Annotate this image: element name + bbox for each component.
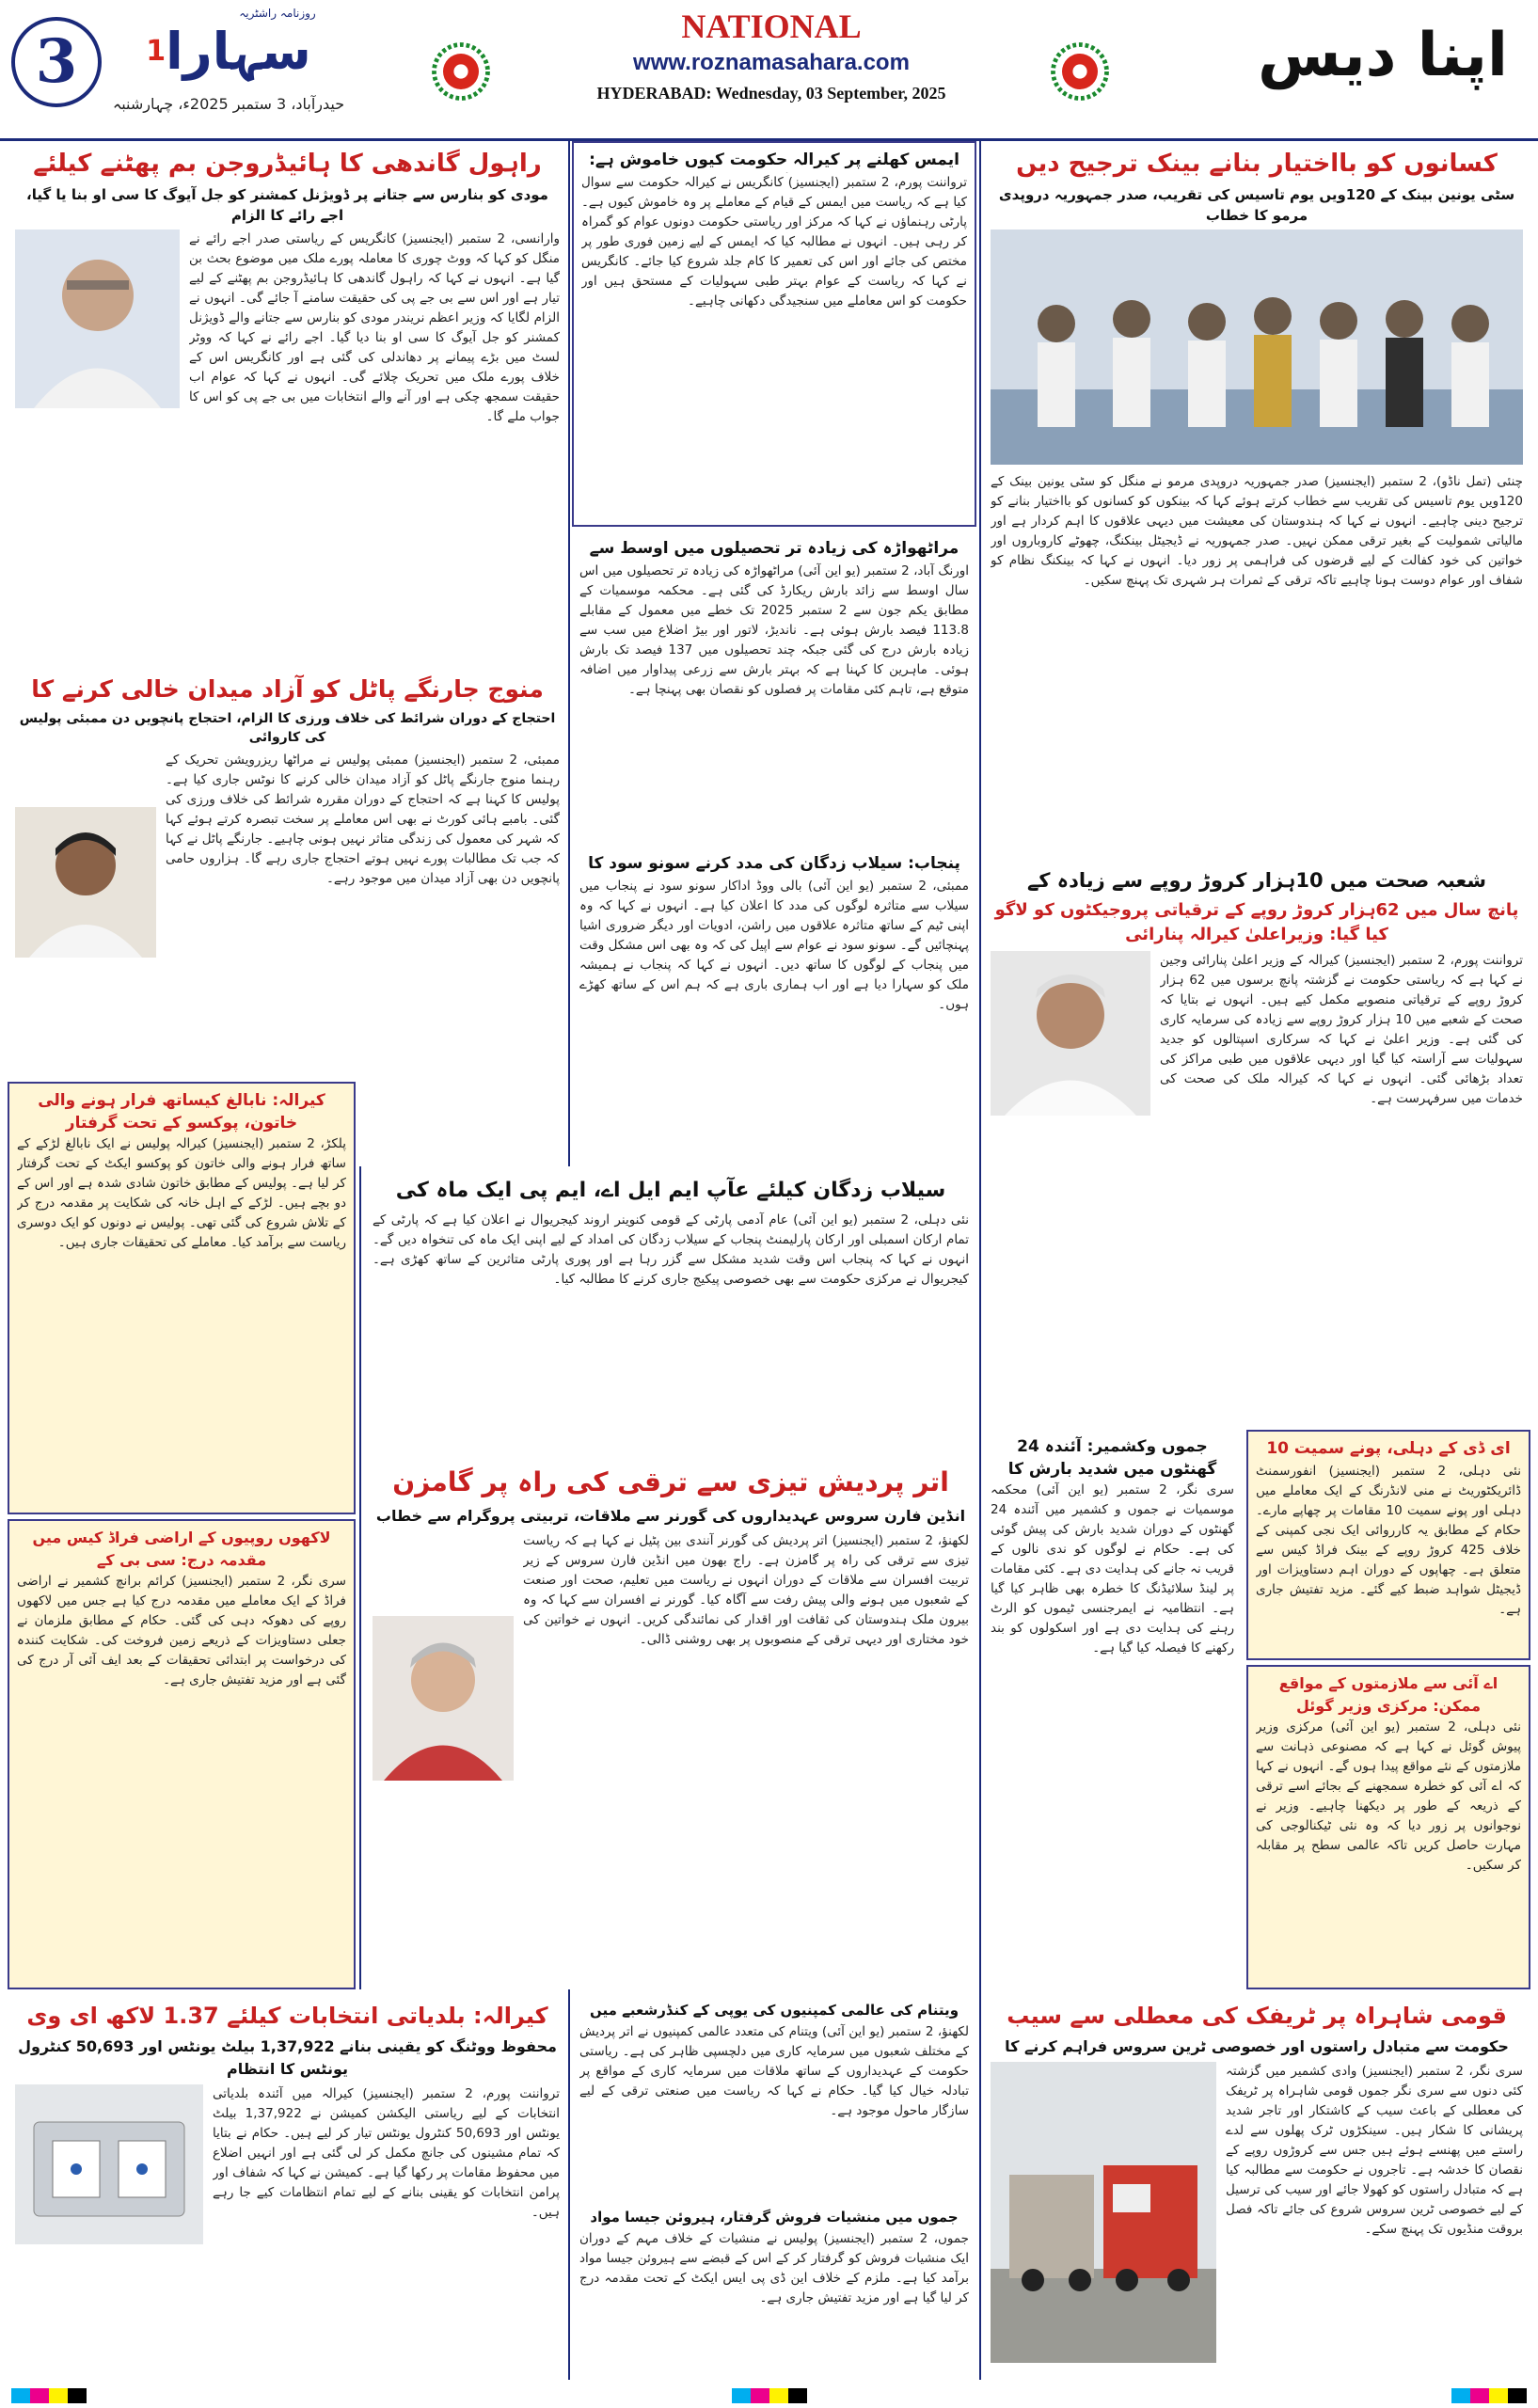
logo-sup: 1	[146, 35, 166, 68]
article-body: ترواننت پورم، 2 ستمبر (ایجنسیز) کانگریس نے کیرالہ حکومت سے سوال کیا ہے کہ ریاست میں ایمس کے قیام کے معاملے پر وہ خاموش کیوں ہے۔ پارٹی رہنماؤں نے کہا کہ مرکز اور ریاستی حکومت دونوں عوام کو گمراہ کر رہی ہیں۔ انہوں نے مطالبہ کیا کہ ایمس کے لیے زمین فوری طور پر مختص کی جائے اور اس کی تعمیر کا کام جلد شروع کیا جائے۔ کانگریس نے کہا کہ ریاست کے عوام بہتر طبی سہولیات کے مستحق ہیں اور حکومت کو اس معاملے میں سنجیدگی دکھانی چاہیے۔	[581, 175, 967, 309]
emblem-icon	[425, 36, 497, 107]
headline: کیرالہ: نابالغ کیساتھ فرار ہونے والی خاتون، پوکسو کے تحت گرفتار	[38, 1091, 325, 1133]
article-body: ممبئی، 2 ستمبر (ایجنسیز) ممبئی پولیس نے مراٹھا ریزرویشن تحریک کے رہنما منوج جارنگے پاٹل کو آزاد میدان خالی کرنے کا نوٹس جاری کیا ہے۔ پولیس کا کہنا ہے کہ احتجاج کے دوران مقررہ شرائط کی خلاف ورزی کی گئی۔ بامبے ہائی کورٹ نے بھی اس معاملے پر سخت تبصرہ کرتے ہوئے کہا کہ شہر کی معمول کی زندگی متاثر نہیں ہونی چاہیے۔ جارنگے پاٹل نے کہا کہ جب تک مطالبات پورے نہیں ہوتے احتجاج جاری رہے گا۔ ہزاروں حامی پانچویں دن بھی آزاد میدان میں موجود رہے۔	[166, 752, 560, 886]
headline: راہول گاندھی کا ہائیڈروجن بم پھٹنے کیلئے	[33, 150, 542, 178]
masthead	[0, 0, 1538, 141]
article-body: سری نگر، 2 ستمبر (ایجنسیز) کرائم برانچ کشمیر نے اراضی فراڈ کے ایک معاملے میں مقدمہ درج کیا ہے جس میں لاکھوں روپے کی دھوکہ دہی کی گئی۔ حکام کے مطابق ملزمان نے جعلی دستاویزات کے ذریعے زمین فروخت کی۔ شکایت کنندہ کی درخواست پر ابتدائی تحقیقات کے بعد ایف آئی آر درج کی گئی ہے اور مزید تفتیش جاری ہے۔	[17, 1574, 346, 1687]
subheadline: احتجاج کے دوران شرائط کی خلاف ورزی کا الزام، احتجاج پانچویں دن ممبئی پولیس کی کاروائی	[19, 711, 556, 745]
headline: جموں وکشمیر: آئندہ 24 گھنٹوں میں شدید بارش کا	[1007, 1437, 1217, 1479]
section-title: اپنا دیس	[1258, 21, 1508, 90]
story-rahul	[8, 141, 567, 663]
headline: ای ڈی کے دہلی، پونے سمیت 10	[1266, 1439, 1511, 1458]
subheadline: انڈین فارن سروس عہدیداروں کی گورنر سے ملاقات، تربیتی پروگرام سے خطاب	[375, 1507, 966, 1525]
story-kerala-projects	[983, 861, 1530, 1425]
article-body: سری نگر، 2 ستمبر (ایجنسیز) وادی کشمیر میں گزشتہ کئی دنوں سے سری نگر جموں قومی شاہراہ پر ٹریفک کی معطلی کے باعث سیب کے کاشتکار اور تاجر شدید پریشانی کا شکار ہیں۔ سینکڑوں ٹرک پھلوں سے لدے راستے میں پھنسے ہوئے ہیں جس سے کروڑوں روپے کے نقصان کا خدشہ ہے۔ تاجروں نے حکومت سے مطالبہ کیا ہے کہ متبادل راستوں کو کھولا جائے اور سیب کی ترسیل کے لیے خصوصی ٹرین سروس شروع کی جائے تاکہ فصل بروقت منڈیوں تک پہنچ سکے۔	[1226, 2064, 1523, 2237]
emblem-icon	[1044, 36, 1116, 107]
article-body: ترواننت پورم، 2 ستمبر (ایجنسیز) کیرالہ کے وزیر اعلیٰ پنارائی وجین نے کہا ہے کہ ریاستی حکومت نے گزشتہ پانچ برسوں میں 62 ہزار کروڑ روپے کے ترقیاتی منصوبے مکمل کیے ہیں۔ انہوں نے بتایا کہ صحت کے شعبے میں 10 ہزار کروڑ روپے سے زیادہ کی سرمایہ کاری کی گئی ہے۔ وزیر اعلیٰ نے کہا کہ سرکاری اسپتالوں کو جدید سہولیات سے آراستہ کیا گیا اور دیہی علاقوں میں طبی مراکز کی تعداد بڑھائی گئی۔ انہوں نے کہا کہ کیرالہ ملک کی صحت کی خدمات میں سرفہرست ہے۔	[1160, 953, 1523, 1106]
story-ed	[1246, 1430, 1530, 1660]
subheadline: محفوظ ووٹنگ کو یقینی بنانے 1,37,922 بیلٹ یونٹس اور 50,693 کنٹرول یونٹس کا انتظام	[18, 2037, 557, 2078]
column-divider	[979, 141, 981, 2380]
headline: ایمس کھلنے پر کیرالہ حکومت کیوں خاموش ہے:	[589, 150, 959, 169]
site-url[interactable]: www.roznamasahara.com	[633, 50, 910, 75]
story-kerala-evm	[8, 1994, 567, 2375]
story-rain	[572, 531, 976, 842]
news-photo	[15, 2084, 203, 2244]
headline: قومی شاہراہ پر ٹریفک کی معطلی سے سیب	[1007, 2003, 1507, 2029]
story-vietnam	[572, 1994, 976, 2196]
subheadline: حکومت سے متبادل راستوں اور خصوصی ٹرین سروس فراہم کرنے کا	[1005, 2037, 1509, 2055]
story-fraud	[8, 1519, 356, 1989]
subheadline: سٹی یونین بینک کے 120ویں یوم تاسیس کی تقریب، صدر جمہوریہ دروپدی مرمو کا خطاب	[998, 186, 1515, 224]
print-color-bar	[0, 2384, 1538, 2408]
article-body: اورنگ آباد، 2 ستمبر (یو این آئی) مراٹھواڑہ کی زیادہ تر تحصیلوں میں اس سال اوسط سے زائد بارش ریکارڈ کی گئی ہے۔ محکمہ موسمیات کے مطابق یکم جون سے 2 ستمبر 2025 تک خطے میں معمول کے مقابلے 113.8 فیصد بارش ہوئی ہے۔ ناندیڑ، لاتور اور بیڑ اضلاع میں سب سے زیادہ بارش درج کی گئی جبکہ چند تحصیلوں میں 137 فیصد تک بارش ہوئی۔ ماہرین کا کہنا ہے کہ بہتر بارش سے زرعی پیداوار میں اضافہ متوقع ہے، تاہم کئی مقامات پر فصلوں کو نقصان بھی پہنچا ہے۔	[579, 563, 969, 697]
news-photo	[373, 1616, 514, 1781]
article-body: لکھنؤ، 2 ستمبر (یو این آئی) ویتنام کی متعدد عالمی کمپنیوں نے اتر پردیش کے مختلف شعبوں میں سرمایہ کاری میں دلچسپی ظاہر کی ہے۔ ریاستی حکومت کے عہدیداروں کے ساتھ ملاقات میں سرمایہ کاری کے مواقع پر تبادلہ خیال کیا گیا۔ حکام نے کہا کہ ریاست میں صنعتی ترقی کے لیے سازگار ماحول موجود ہے۔	[579, 2024, 969, 2118]
column-divider	[568, 1989, 570, 2380]
logo-small-text: روزنامہ راشٹریہ	[239, 7, 316, 20]
page-number: 3	[11, 17, 102, 107]
article-body: ممبئی، 2 ستمبر (یو این آئی) بالی ووڈ اداکار سونو سود نے پنجاب میں سیلاب سے متاثرہ لوگوں کی مدد کا اعلان کیا ہے۔ انہوں نے کہا کہ وہ اپنی ٹیم کے ساتھ متاثرہ علاقوں میں راشن، ادویات اور دیگر ضروری اشیا پہنچائیں گے۔ سونو سود نے عوام سے اپیل کی کہ وہ بھی اس مشکل وقت میں پنجاب کے لوگوں کا ساتھ دیں۔ انہوں نے کہا کہ پنجاب نے ہمیشہ ملک کو سہارا دیا ہے اور اب ہماری باری ہے کہ ہم اس کے ساتھ کھڑے ہوں۔	[579, 879, 969, 1012]
news-photo	[15, 230, 180, 408]
article-body: وارانسی، 2 ستمبر (ایجنسیز) کانگریس کے ریاستی صدر اجے رائے نے منگل کو کہا کہ ووٹ چوری کا معاملہ پورے ملک میں موضوع بحث بن گیا ہے۔ انہوں نے کہا کہ راہول گاندھی کا ہائیڈروجن بم پھٹنے کے لیے تیار ہے اور اس سے بی جے پی کی حقیقت سامنے آ جائے گی۔ انہوں نے الزام لگایا کہ وزیر اعظم نریندر مودی کو بنارس سے جتانے والے ڈویژنل کمشنر کو جل آیوگ کا سی او بنا دیا گیا۔ اجے رائے نے کہا کہ ووٹر لسٹ میں بڑے پیمانے پر دھاندلی کی گئی ہے اور کانگریس اس کے خلاف پورے ملک میں تحریک چلائے گی۔ انہوں نے کہا کہ عوام اب حقیقت سمجھ چکی ہے اور آنے والے انتخابات میں بی جے پی کو اس کا جواب ملے گا۔	[189, 231, 560, 424]
headline: شعبہ صحت میں 10ہزار کروڑ روپے سے زیادہ کے	[1026, 869, 1487, 892]
headline: اے آئی سے ملازمتوں کے مواقع ممکن: مرکزی وزیر گوئل	[1278, 1674, 1498, 1715]
story-ai	[1246, 1665, 1530, 1989]
story-up	[365, 1458, 976, 1985]
column-divider	[568, 141, 570, 1166]
article-body: لکھنؤ، 2 ستمبر (ایجنسیز) اتر پردیش کی گورنر آنندی بین پٹیل نے کہا ہے کہ ریاست تیزی سے ترقی کی راہ پر گامزن ہے۔ راج بھون میں انڈین فارن سروس کے زیر تربیت افسران سے ملاقات کے دوران انہوں نے ریاست میں تعلیم، صحت اور صنعت کے شعبوں میں ہونے والی پیش رفت سے آگاہ کیا۔ گورنر نے افسران سے کہا کہ وہ بیرون ملک ہندوستان کی ثقافت اور اقدار کی نمائندگی کریں۔ انہوں نے خواتین کی خود مختاری اور دیہی ترقی کے منصوبوں پر بھی روشنی ڈالی۔	[523, 1533, 969, 1647]
article-body: سری نگر، 2 ستمبر (یو این آئی) محکمہ موسمیات نے جموں و کشمیر میں آئندہ 24 گھنٹوں کے دوران شدید بارش کی پیش گوئی کی ہے۔ حکام نے لوگوں کو ندی نالوں کے قریب نہ جانے کی ہدایت دی ہے۔ کئی مقامات پر لینڈ سلائیڈنگ کا خطرہ بھی ظاہر کیا گیا ہے۔ انتظامیہ نے ایمرجنسی ٹیموں کو الرٹ رہنے کی ہدایت دی ہے اور اسکولوں کو بند رکھنے کا فیصلہ کیا گیا ہے۔	[991, 1482, 1234, 1656]
article-body: نئی دہلی، 2 ستمبر (ایجنسیز) انفورسمنٹ ڈائریکٹوریٹ نے منی لانڈرنگ کے ایک معاملے میں دہلی اور پونے سمیت 10 مقامات پر چھاپے مارے۔ حکام کے مطابق یہ کارروائی ایک نجی کمپنی کے خلاف 425 کروڑ روپے کے بینک فراڈ کیس سے متعلق ہے۔ چھاپوں کے دوران اہم دستاویزات اور ڈیجیٹل شواہد ضبط کیے گئے۔ مزید تفتیش جاری ہے۔	[1256, 1464, 1521, 1617]
column-divider	[359, 1166, 361, 1989]
article-body: چنئی (تمل ناڈو)، 2 ستمبر (ایجنسیز) صدر جمہوریہ دروپدی مرمو نے منگل کو سٹی یونین بینک کے 120ویں یوم تاسیس کی تقریب سے خطاب کرتے ہوئے کہا کہ بینکوں کو کسانوں کو بااختیار بنانے کو ترجیح دینی چاہیے۔ انہوں نے کہا کہ ہندوستان کی معیشت میں دیہی علاقوں کا اہم کردار ہے اور مالیاتی شمولیت کے بغیر ترقی ممکن نہیں۔ صدر جمہوریہ نے ڈیجیٹل بینکنگ، چھوٹے کاروباروں اور خواتین کی خود کفالت کے لیے قرضوں کی فراہمی پر زور دیا۔ انہوں نے کہا کہ بینکنگ نظام کو شفاف اور عوام دوست ہونا چاہیے تاکہ ترقی کے ثمرات ہر شہری تک پہنچ سکیں۔	[991, 474, 1523, 588]
article-body: جموں، 2 ستمبر (ایجنسیز) پولیس نے منشیات کے خلاف مہم کے دوران ایک منشیات فروش کو گرفتار کر کے اس کے قبضے سے ہیروئن جیسا مواد برآمد کیا ہے۔ ملزم کے خلاف این ڈی پی ایس ایکٹ کے تحت مقدمہ درج کر لیا گیا ہے اور مزید تفتیش جاری ہے۔	[579, 2231, 969, 2305]
news-photo	[991, 230, 1523, 465]
news-photo	[991, 2062, 1216, 2363]
headline: کسانوں کو بااختیار بنانے بینک ترجیح دیں	[1016, 150, 1498, 178]
news-photo	[991, 951, 1150, 1116]
headline: پنجاب: سیلاب زدگان کی مدد کرنے سونو سود کا	[588, 854, 960, 873]
english-date: HYDERABAD: Wednesday, 03 September, 2025	[596, 84, 946, 103]
urdu-date: حیدرآباد، 3 ستمبر 2025ء، چہارشنبہ	[112, 95, 345, 113]
headline: منوج جارنگے پاٹل کو آزاد میدان خالی کرنے کا	[31, 675, 544, 703]
headline: لاکھوں روپیوں کے اراضی فراڈ کیس میں مقدمہ درج: سی بی کے	[32, 1529, 331, 1569]
subheadline: مودی کو بنارس سے جتانے پر ڈویژنل کمشنر کو جل آیوگ کا سی او بنا یا گیا، اجے رائے کا الزام	[26, 186, 548, 224]
article-body: نئی دہلی، 2 ستمبر (یو این آئی) عام آدمی پارٹی کے قومی کنوینر اروند کیجریوال نے اعلان کیا ہے کہ پارٹی کے تمام ارکان اسمبلی اور ارکان پارلیمنٹ پنجاب کے سیلاب زدگان کی امداد کے لیے اپنی ایک ماہ کی تنخواہ دیں گے۔ انہوں نے کہا کہ پنجاب اس وقت شدید مشکل سے گزر رہا ہے اور پوری پارٹی متاثرین کے ساتھ کھڑی ہے۔ کیجریوال نے مرکزی حکومت سے بھی خصوصی پیکیج جاری کرنے کا مطالبہ کیا۔	[373, 1212, 969, 1287]
article-body: پلکڑ، 2 ستمبر (ایجنسیز) کیرالہ پولیس نے ایک نابالغ لڑکے کے ساتھ فرار ہونے والی خاتون کو پوکسو ایکٹ کے تحت گرفتار کر لیا ہے۔ پولیس کے مطابق خاتون شادی شدہ ہے اور اس کے دو بچے ہیں۔ لڑکے کے اہل خانہ کی شکایت پر مقدمہ درج کر کے تلاش شروع کی گئی تھی۔ پولیس نے دونوں کو ایک دوسری ریاست سے برآمد کیا۔ معاملے کی تحقیقات جاری ہیں۔	[17, 1136, 346, 1250]
article-body: ترواننت پورم، 2 ستمبر (ایجنسیز) کیرالہ میں آئندہ بلدیاتی انتخابات کے لیے ریاستی الیکشن کمیشن نے 1,37,922 بیلٹ یونٹس اور 50,693 کنٹرول یونٹس تیار کر لیے ہیں۔ حکام نے بتایا کہ تمام مشینوں کی جانچ مکمل کر لی گئی ہے اور انہیں اضلاع میں محفوظ مقامات پر رکھا گیا ہے۔ کمیشن نے کہا کہ شفاف اور پرامن انتخابات کو یقینی بنانے کے لیے تمام انتظامات کیے جا رہے ہیں۔	[213, 2086, 560, 2220]
headline: کیرالہ: بلدیاتی انتخابات کیلئے 1.37 لاکھ ای وی	[26, 2003, 548, 2029]
section-label: NATIONAL	[681, 8, 862, 45]
logo-text: سہارا	[166, 22, 311, 81]
story-jk-rain	[983, 1430, 1242, 1994]
story-manoj	[8, 668, 567, 1077]
news-photo	[15, 807, 156, 958]
story-kerala-pocso	[8, 1082, 356, 1514]
story-jammu-drugs	[572, 2201, 976, 2375]
headline: اتر پردیش تیزی سے ترقی کی راہ پر گامزن	[392, 1466, 949, 1497]
headline: سیلاب زدگان کیلئے عآپ ایم ایل اے، ایم پی ایک ماہ کی	[395, 1179, 946, 1202]
headline: ویتنام کی عالمی کمپنیوں کی یوپی کے کنڈرشعبے میں	[589, 2002, 959, 2019]
story-punjab-flood	[365, 1171, 976, 1453]
story-punjab	[572, 847, 976, 1166]
story-farmers	[983, 141, 1530, 856]
story-ayushman	[572, 141, 976, 527]
story-highway	[983, 1994, 1530, 2375]
newspaper-logo	[111, 21, 346, 83]
headline: مراٹھواڑہ کی زیادہ تر تحصیلوں میں اوسط سے	[589, 539, 959, 558]
headline: جموں میں منشیات فروش گرفتار، ہیروئن جیسا مواد	[590, 2209, 959, 2226]
subheadline: پانچ سال میں 62ہزار کروڑ روپے کے ترقیاتی پروجیکٹوں کو لاگو کیا گیا: وزیراعلیٰ کیرالہ پنارائی	[994, 900, 1519, 944]
article-body: نئی دہلی، 2 ستمبر (یو این آئی) مرکزی وزیر پیوش گوئل نے کہا ہے کہ مصنوعی ذہانت سے ملازمتوں کے نئے مواقع پیدا ہوں گے۔ انہوں نے کہا کہ اے آئی کو خطرہ سمجھنے کے بجائے اسے ترقی کے ذریعہ کے طور پر دیکھنا چاہیے۔ وزیر نے نوجوانوں پر زور دیا کہ وہ نئی ٹیکنالوجی کی مہارت حاصل کریں تاکہ عالمی سطح پر مقابلہ کر سکیں۔	[1256, 1719, 1521, 1873]
